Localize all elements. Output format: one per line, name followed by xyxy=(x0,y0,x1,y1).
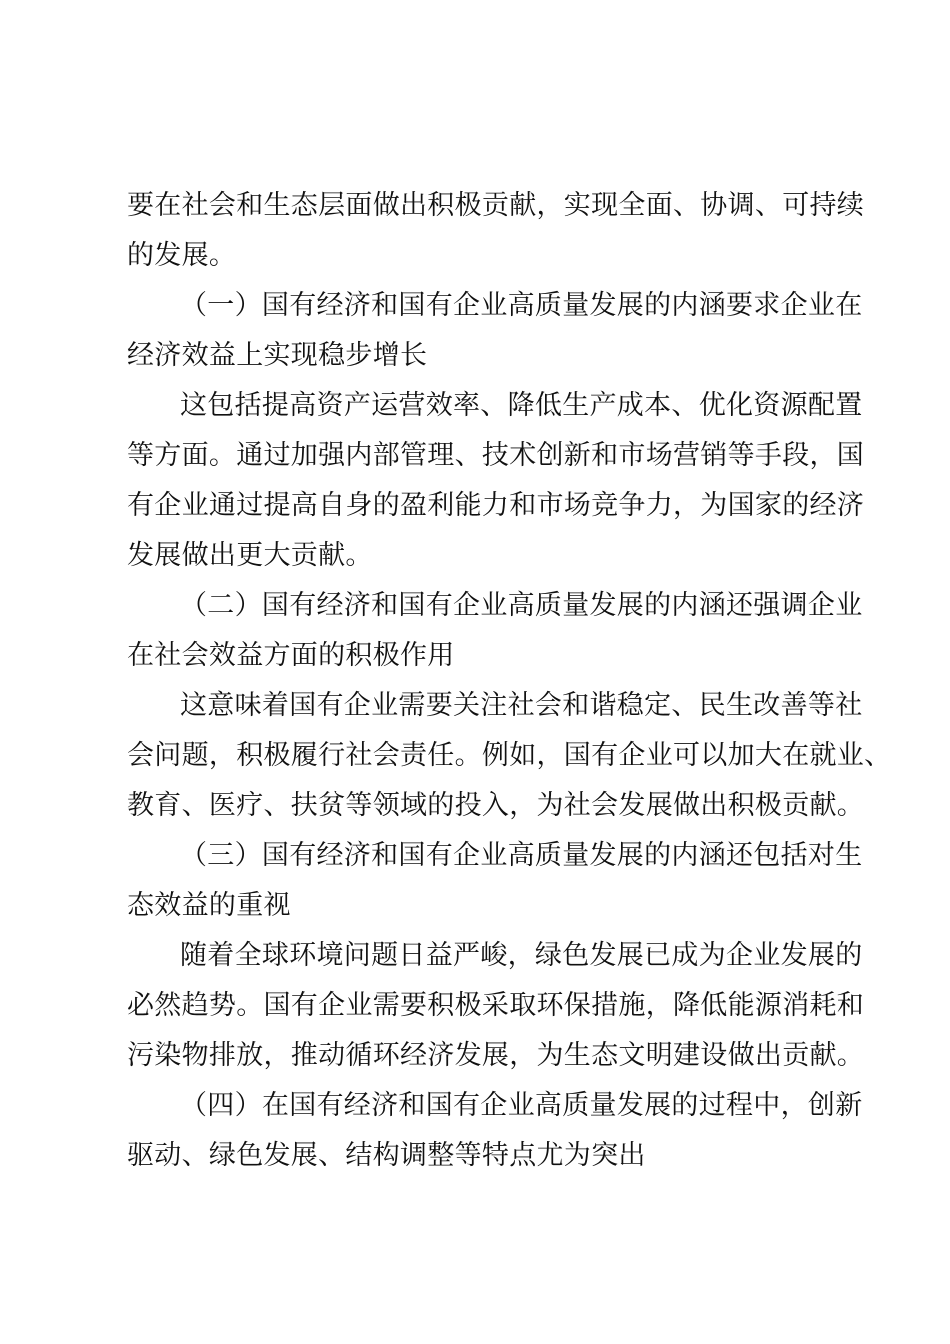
paragraph-line: 的发展。 xyxy=(127,240,237,271)
paragraph-line: 会问题，积极履行社会责任。例如，国有企业可以加大在就业、 xyxy=(127,740,892,771)
section-heading-3: （三）国有经济和国有企业高质量发展的内涵还包括对生 xyxy=(180,840,863,871)
section-heading-1-cont: 经济效益上实现稳步增长 xyxy=(127,340,428,371)
paragraph-line: 随着全球环境问题日益严峻，绿色发展已成为企业发展的 xyxy=(180,940,863,971)
paragraph-line: 有企业通过提高自身的盈利能力和市场竞争力，为国家的经济 xyxy=(127,490,865,521)
section-heading-4-cont: 驱动、绿色发展、结构调整等特点尤为突出 xyxy=(127,1140,646,1171)
section-heading-4: （四）在国有经济和国有企业高质量发展的过程中，创新 xyxy=(180,1090,863,1121)
paragraph-line: 要在社会和生态层面做出积极贡献，实现全面、协调、可持续 xyxy=(127,190,865,221)
paragraph-line: 等方面。通过加强内部管理、技术创新和市场营销等手段，国 xyxy=(127,440,865,471)
section-heading-2-cont: 在社会效益方面的积极作用 xyxy=(127,640,455,671)
section-heading-3-cont: 态效益的重视 xyxy=(127,890,291,921)
paragraph-line: 这包括提高资产运营效率、降低生产成本、优化资源配置 xyxy=(180,390,863,421)
paragraph-line: 这意味着国有企业需要关注社会和谐稳定、民生改善等社 xyxy=(180,690,863,721)
paragraph-line: 发展做出更大贡献。 xyxy=(127,540,373,571)
section-heading-1: （一）国有经济和国有企业高质量发展的内涵要求企业在 xyxy=(180,290,863,321)
section-heading-2: （二）国有经济和国有企业高质量发展的内涵还强调企业 xyxy=(180,590,863,621)
paragraph-line: 必然趋势。国有企业需要积极采取环保措施，降低能源消耗和 xyxy=(127,990,865,1021)
paragraph-line: 教育、医疗、扶贫等领域的投入，为社会发展做出积极贡献。 xyxy=(127,790,865,821)
paragraph-line: 污染物排放，推动循环经济发展，为生态文明建设做出贡献。 xyxy=(127,1040,865,1071)
